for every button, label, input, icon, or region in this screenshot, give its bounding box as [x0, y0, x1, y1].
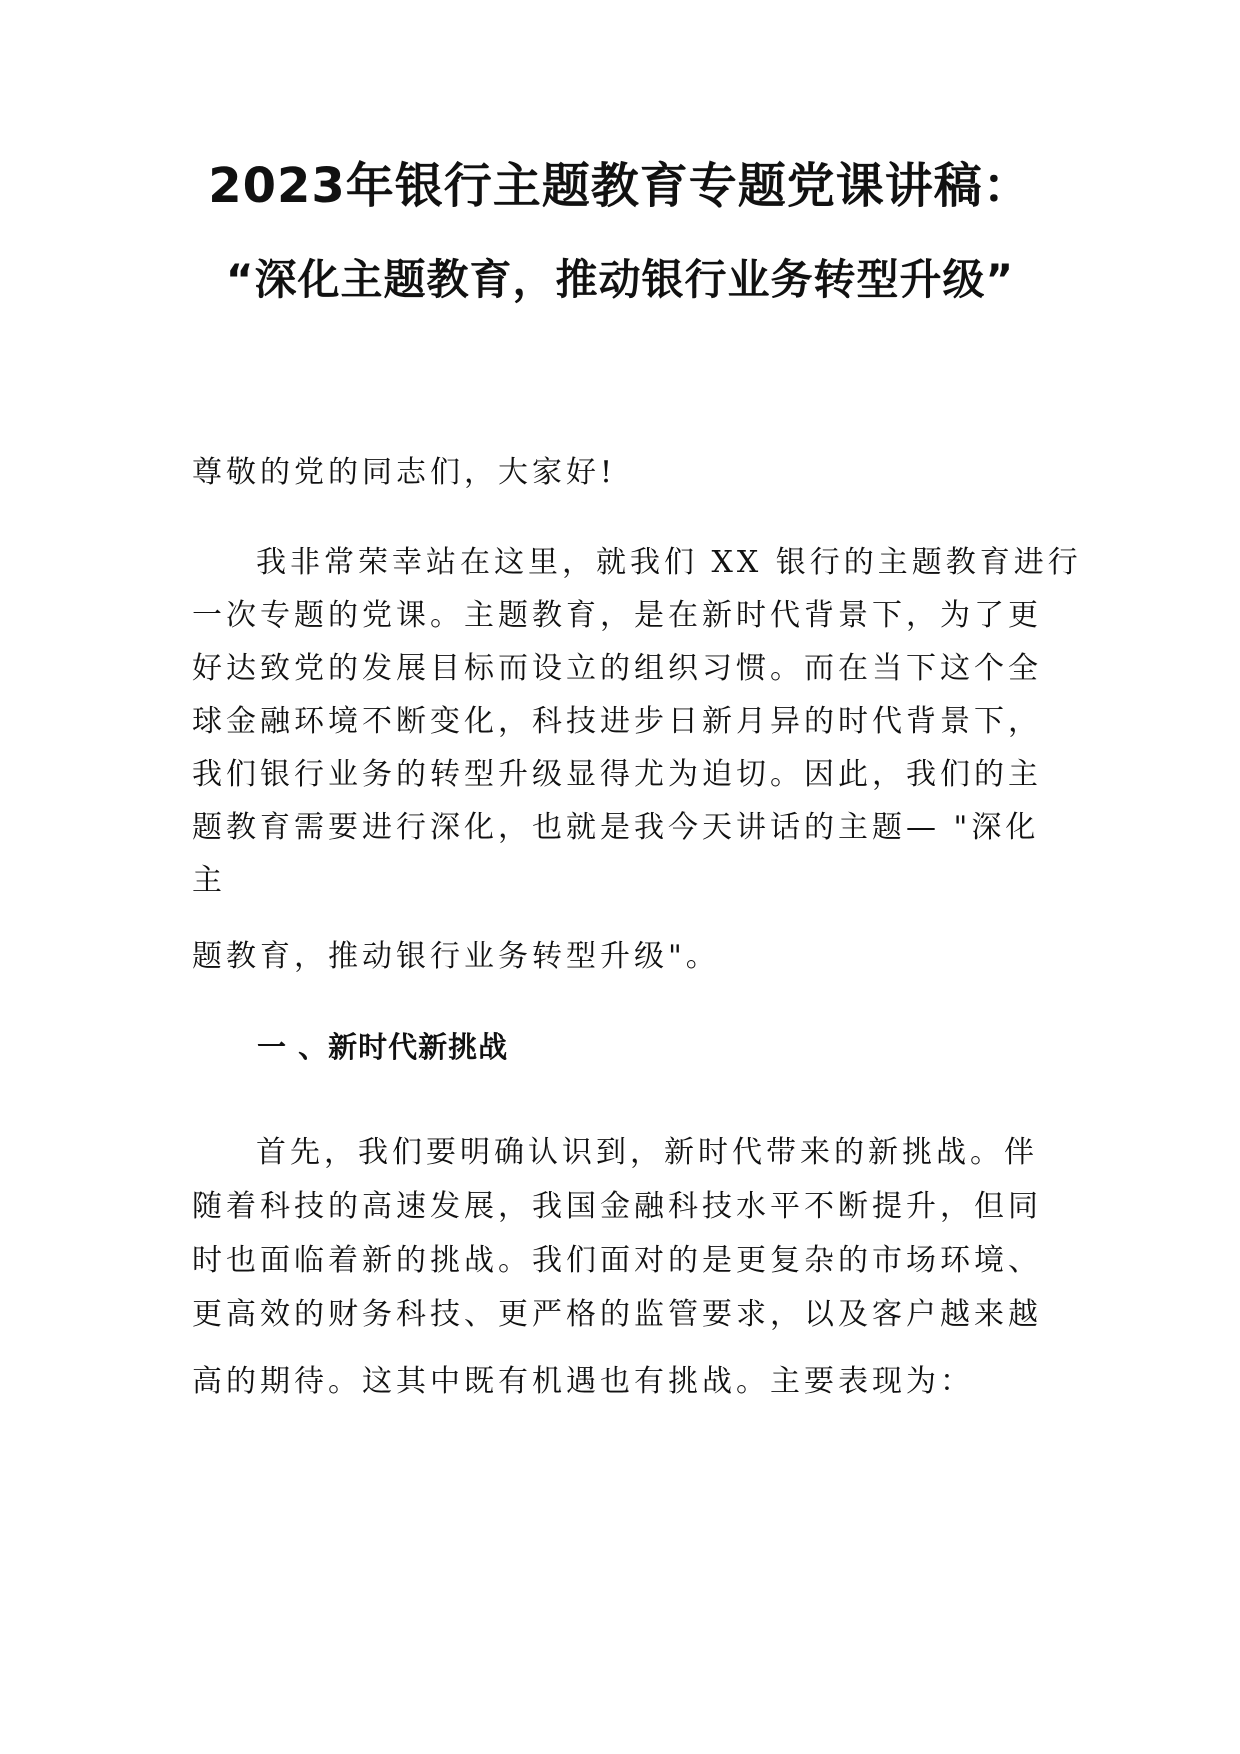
paragraph-2-line: 时也面临着新的挑战。我们面对的是更复杂的市场环境、 [192, 1243, 1042, 1278]
paragraph-1-line: 题教育，推动银行业务转型升级"。 [192, 939, 720, 974]
paragraph-2-line: 更高效的财务科技、更严格的监管要求，以及客户越来越 [192, 1297, 1042, 1332]
document-title [0, 158, 1240, 306]
paragraph-1-line: 一次专题的党课。主题教育，是在新时代背景下，为了更 [192, 598, 1042, 633]
paragraph-1-line: 我们银行业务的转型升级显得尤为迫切。因此，我们的主 [192, 757, 1042, 792]
paragraph-1-line: 好达致党的发展目标而设立的组织习惯。而在当下这个全 [192, 651, 1042, 686]
paragraph-1-line: 球金融环境不断变化，科技进步日新月异的时代背景下， [192, 704, 1042, 739]
paragraph-2-line: 随着科技的高速发展，我国金融科技水平不断提升，但同 [192, 1189, 1042, 1224]
paragraph-2-line: 首先，我们要明确认识到，新时代带来的新挑战。伴 [256, 1135, 1038, 1170]
title-line-1: 2023年银行主题教育专题党课讲稿： [208, 158, 1032, 214]
greeting: 尊敬的党的同志们，大家好! [192, 455, 617, 490]
title-line-2: “深化主题教育，推动银行业务转型升级” [225, 255, 1015, 304]
paragraph-1-line: 主 [192, 863, 226, 898]
paragraph-2-line: 高的期待。这其中既有机遇也有挑战。主要表现为： [192, 1364, 974, 1399]
paragraph-1-line: 我非常荣幸站在这里，就我们 XX 银行的主题教育进行 [256, 545, 1082, 580]
section-heading: 一 、新时代新挑战 [257, 1030, 509, 1064]
paragraph-1-line: 题教育需要进行深化，也就是我今天讲话的主题— "深化 [192, 810, 1040, 845]
